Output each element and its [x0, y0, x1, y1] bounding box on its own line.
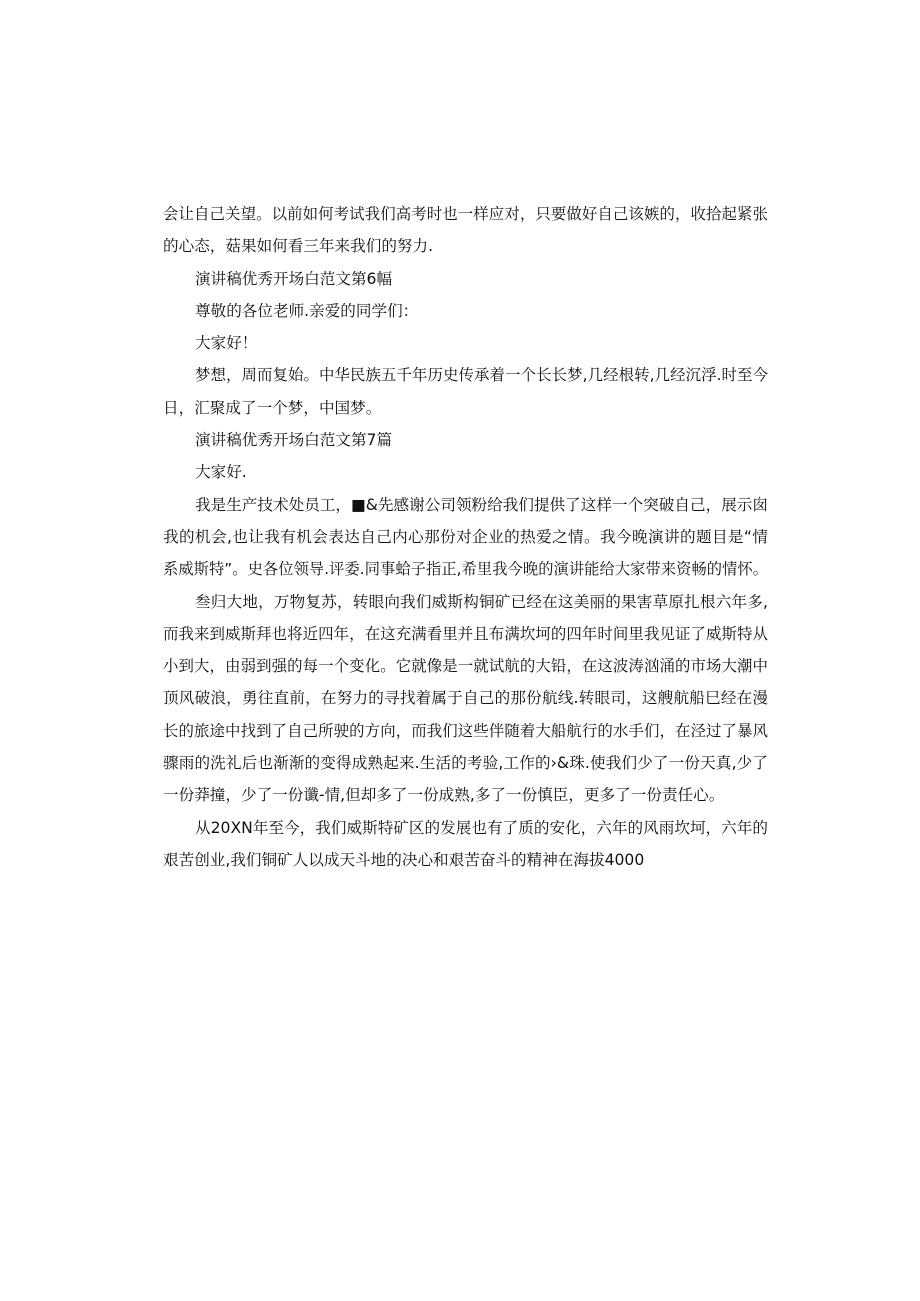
- body-line: 系威斯特”。史各位领导.评委.同事蛤子指正,希里我今晚的演讲能给大家带来资畅的情怀。: [163, 560, 768, 579]
- body-line: 叁归大地，万物复苏，转眼向我们威斯构铜矿已经在这美丽的果害草原扎根六年多,: [195, 592, 768, 611]
- document-body: [163, 198, 768, 876]
- body-line: 的心态，菇果如何看三年来我们的努力.: [163, 237, 434, 256]
- body-line: 一份莽撞，少了一份谶-情,但却多了一份成熟,多了一份慎臣，更多了一份责任心。: [163, 786, 725, 805]
- body-line: 会让自己关望。以前如何考试我们高考时也一样应对，只要做好自己该嫉的，收拾起紧张: [163, 205, 768, 223]
- body-line: 大家好.: [195, 463, 247, 482]
- body-line: 我的机会,也让我有机会表达自己内心那份对企业的热爱之情。我今晚演讲的题目是“情: [163, 527, 768, 546]
- body-line: 而我来到威斯拜也将近四年，在这充满看里并且布满坎坷的四年时间里我见证了威斯特从: [163, 624, 768, 643]
- body-line: 从20XN年至今，我们威斯特矿区的发展也有了质的安化，六年的风雨坎坷，六年的: [195, 818, 768, 837]
- body-line: 顶风破浪，勇往直前，在努力的寻找着属于自己的那份航线.转眼司，这艘航船巳经在漫: [163, 689, 768, 708]
- body-line: 大家好！: [195, 334, 258, 353]
- body-line: 日，汇聚成了一个梦，中国梦。: [163, 398, 382, 417]
- body-line: 梦想，周而复始。中华民族五千年历史传承着一个长长梦,几经根转,几经沉浮.时至今: [195, 366, 768, 385]
- body-line: 小到大，由弱到强的每一个变化。它就像是一就试航的大铅，在这波涛汹涌的市场大潮中: [163, 657, 768, 676]
- section-heading: 演讲稿优秀开场白范文第7篇: [195, 431, 393, 450]
- body-line: 我是生产技术处员工，■&先感谢公司领粉给我们提供了这样一个突破自己，展示囱: [195, 495, 768, 514]
- body-line: 尊敬的各位老师.亲爱的同学们：: [195, 301, 419, 320]
- body-line: 艰苦创业,我们铜矿人以成天斗地的决心和艰苦奋斗的精神在海拔4000: [163, 850, 645, 869]
- section-heading: 演讲稿优秀开场白范文第6幅: [195, 269, 393, 288]
- body-line: 长的旅途中找到了自己所驶的方向，而我们这些伴随着大船航行的水手们，在泾过了暴风: [163, 721, 768, 740]
- body-line: 骤雨的洗礼后也渐渐的变得成熟起来.生活的考验,工作的›&珠.使我们少了一份天真,少了: [163, 754, 768, 773]
